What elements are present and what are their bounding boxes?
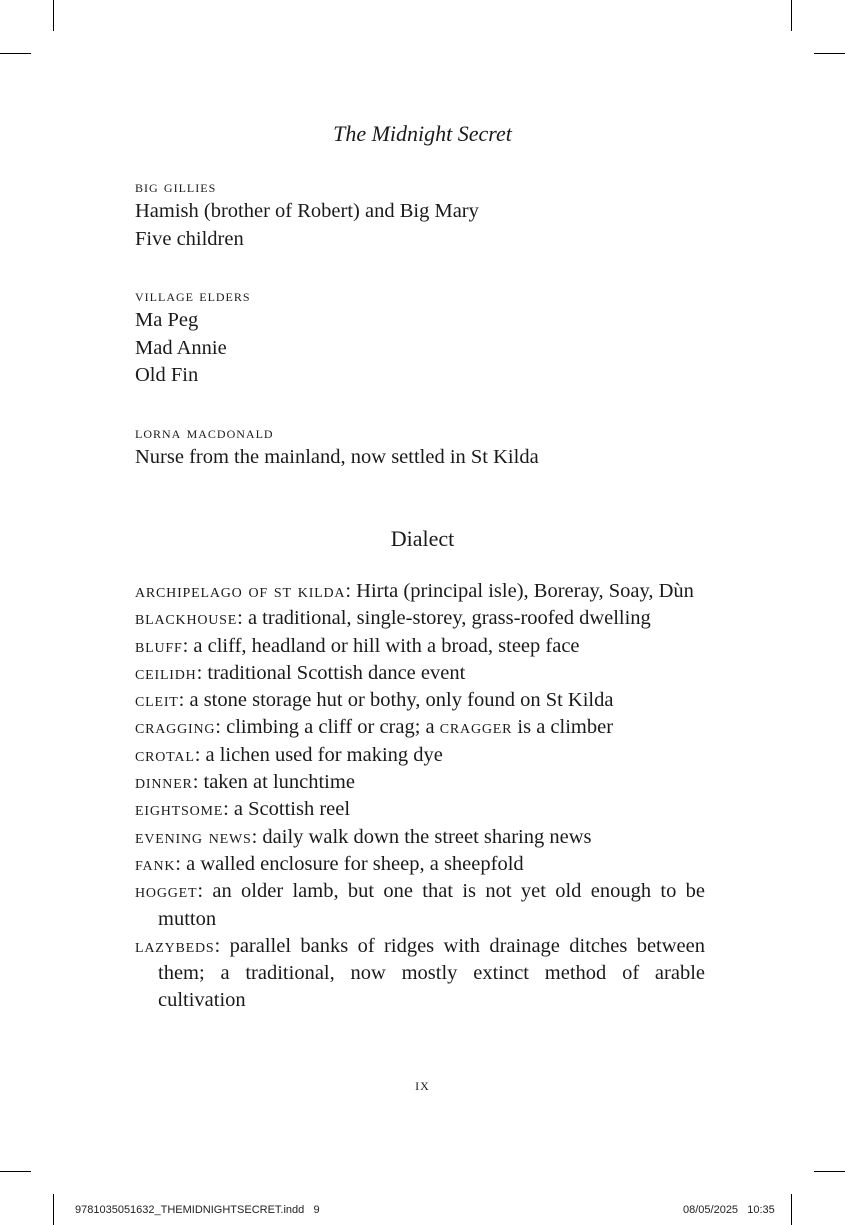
page-number: ix <box>415 1075 430 1094</box>
glossary-entry <box>135 633 705 660</box>
crop-mark-bottom-right <box>791 1194 792 1225</box>
glossary-term-secondary: cragger <box>439 716 513 739</box>
glossary-term: fank <box>135 852 176 875</box>
glossary-term: ceilidh <box>135 661 197 684</box>
character-group-heading: lorna macdonald <box>135 423 274 442</box>
character-group-heading: village elders <box>135 286 251 305</box>
glossary-entry <box>135 878 705 933</box>
character-line: Old Fin <box>135 364 199 386</box>
glossary-entry <box>135 687 705 714</box>
character-line: Nurse from the mainland, now settled in St Kilda <box>135 446 539 468</box>
glossary-term: dinner <box>135 771 193 794</box>
glossary-entry <box>135 851 705 878</box>
glossary-definition: : a lichen used for making dye <box>194 743 443 766</box>
glossary-entry <box>135 605 705 632</box>
character-line: Hamish (brother of Robert) and Big Mary <box>135 200 479 222</box>
character-group-village-elders <box>135 285 707 390</box>
glossary-term: cragging <box>135 716 216 739</box>
glossary-definition: : Hirta (principal isle), Boreray, Soay, Dùn <box>345 580 694 602</box>
glossary-entry <box>135 769 705 796</box>
glossary-definition: : daily walk down the street sharing news <box>251 825 592 848</box>
glossary-entry <box>135 742 705 769</box>
glossary-term: archipelago of st kilda <box>135 580 346 602</box>
glossary-term: crotal <box>135 743 195 766</box>
dialect-glossary <box>135 578 705 1015</box>
glossary-definition: : a Scottish reel <box>223 798 351 821</box>
glossary-definition: : an older lamb, but one that is not yet old enough to be mutton <box>158 880 705 930</box>
slug-file-info: 9781035051632_THEMIDNIGHTSECRET.indd 9 <box>75 1204 320 1216</box>
glossary-definition: : a walled enclosure for sheep, a sheepfold <box>175 852 524 875</box>
glossary-entry <box>135 578 705 605</box>
glossary-definition: : a stone storage hut or bothy, only found on St Kilda <box>178 689 614 712</box>
crop-mark-top-left <box>53 0 54 31</box>
glossary-entry <box>135 933 705 1015</box>
glossary-definition: : traditional Scottish dance event <box>196 661 466 684</box>
glossary-term: cleit <box>135 689 179 712</box>
glossary-definition-continued: is a climber <box>512 716 614 739</box>
section-title-dialect: Dialect <box>390 526 455 551</box>
character-line: Mad Annie <box>135 336 227 359</box>
glossary-term: lazybeds <box>135 934 215 957</box>
crop-mark-bottom-left <box>53 1194 54 1225</box>
glossary-definition: : climbing a cliff or crag; a <box>215 716 440 739</box>
crop-mark-top-left-h <box>0 53 31 54</box>
character-group-heading: big gillies <box>135 177 217 196</box>
crop-mark-top-right <box>791 0 792 31</box>
glossary-term: evening news <box>135 825 252 848</box>
glossary-entry <box>135 796 705 823</box>
glossary-entry <box>135 660 705 687</box>
glossary-definition: : a cliff, headland or hill with a broad, steep face <box>182 634 580 657</box>
character-group-lorna-macdonald <box>135 422 707 472</box>
crop-mark-bottom-right-h <box>814 1171 845 1172</box>
glossary-definition: : parallel banks of ridges with drainage ditches between them; a traditional, now mostly extinct method of arable cultivation <box>158 934 705 1012</box>
glossary-term: eightsome <box>135 798 224 821</box>
glossary-term: bluff <box>135 634 183 657</box>
running-head: The Midnight Secret <box>333 121 512 146</box>
glossary-term: hogget <box>135 880 198 903</box>
glossary-entry <box>135 824 705 851</box>
glossary-entry <box>135 714 705 741</box>
slug-timestamp: 08/05/2025 10:35 <box>683 1204 775 1216</box>
character-line: Five children <box>135 227 244 250</box>
glossary-definition: : taken at lunchtime <box>192 771 355 794</box>
crop-mark-top-right-h <box>814 53 845 54</box>
character-group-big-gillies <box>135 176 707 253</box>
character-line: Ma Peg <box>135 309 199 331</box>
crop-mark-bottom-left-h <box>0 1171 31 1172</box>
glossary-definition: : a traditional, single-storey, grass-roofed dwelling <box>237 607 651 630</box>
glossary-term: blackhouse <box>135 607 238 630</box>
